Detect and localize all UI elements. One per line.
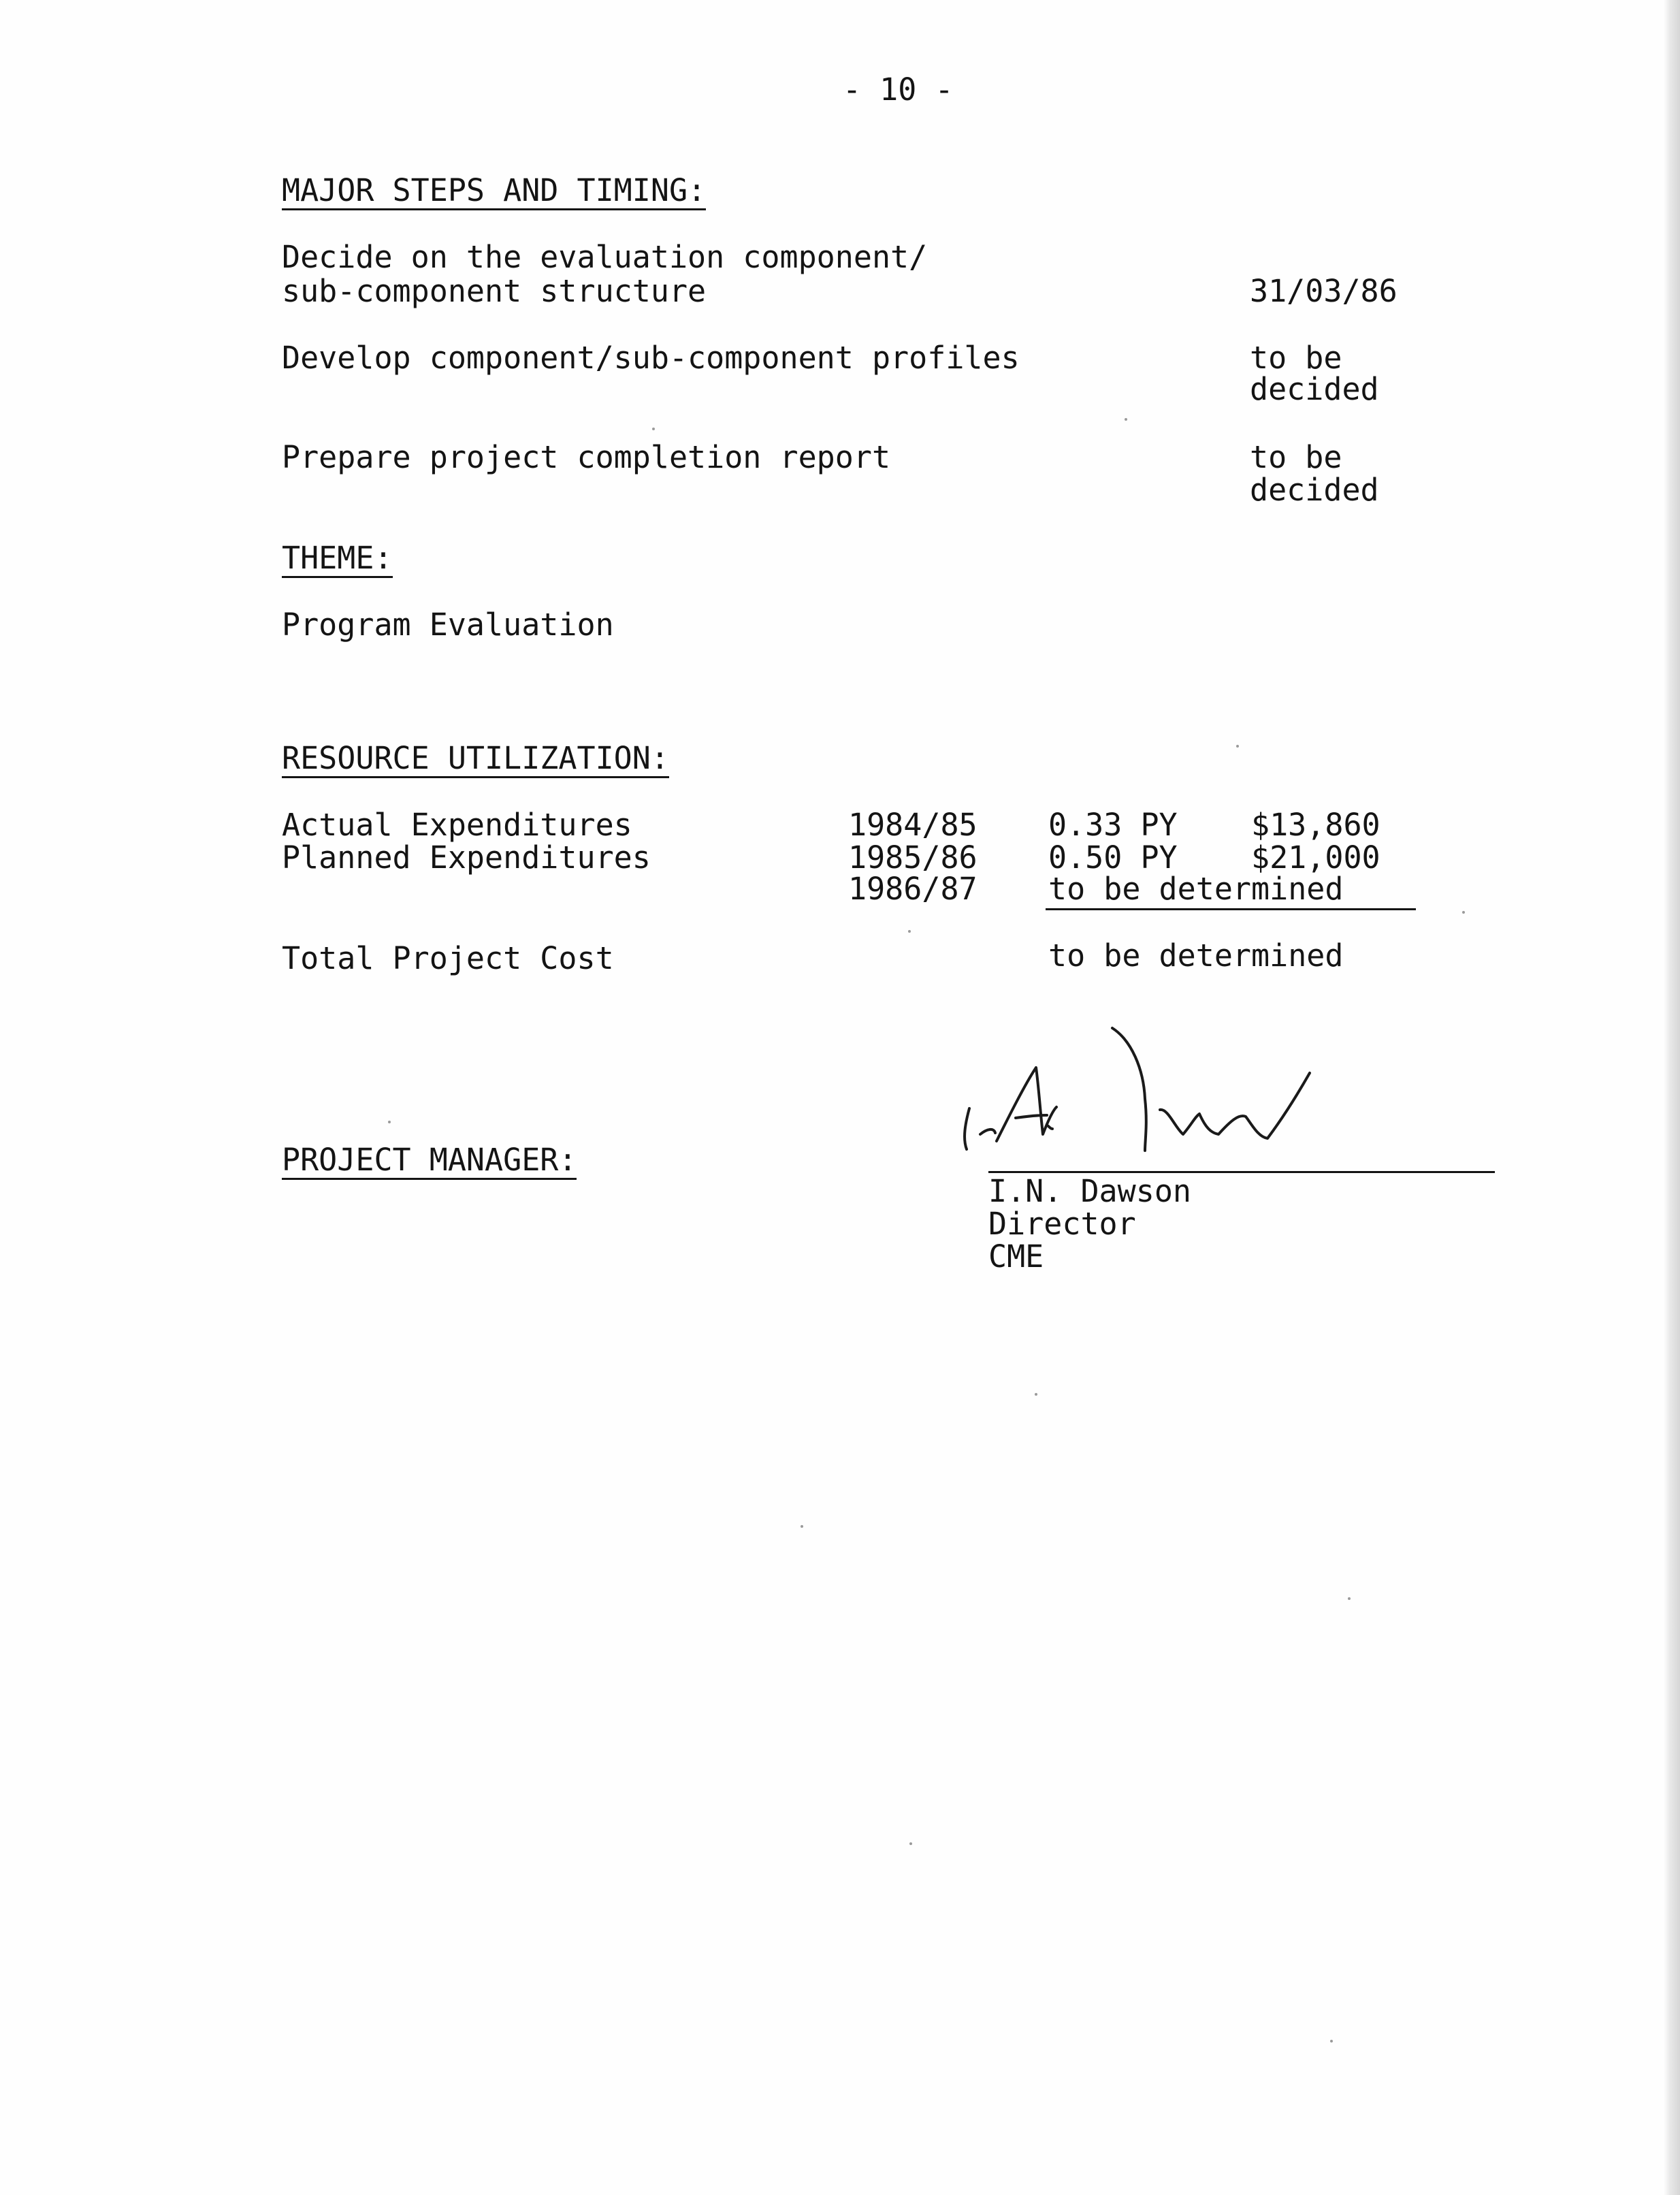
scan-speck bbox=[801, 1525, 803, 1528]
scan-speck bbox=[908, 930, 911, 933]
resource-row-1-amount: $13,860 bbox=[1251, 807, 1380, 843]
resource-row-1-year: 1984/85 bbox=[848, 807, 978, 843]
resource-row-2-year: 1985/86 bbox=[848, 839, 978, 876]
step-1-line-2: sub-component structure bbox=[282, 273, 707, 309]
total-cost-value: to be determined bbox=[1048, 938, 1344, 974]
resource-row-2-amount: $21,000 bbox=[1251, 839, 1380, 876]
scan-speck bbox=[652, 428, 655, 430]
scan-speck bbox=[1125, 418, 1127, 421]
scan-speck bbox=[388, 1121, 391, 1123]
scan-page-edge bbox=[1664, 0, 1680, 2195]
total-cost-label: Total Project Cost bbox=[282, 940, 614, 976]
step-1-timing: 31/03/86 bbox=[1250, 273, 1398, 309]
subtotal-rule bbox=[1046, 908, 1416, 910]
theme-heading: THEME: bbox=[282, 542, 393, 578]
step-1-line-1: Decide on the evaluation component/ bbox=[282, 239, 928, 275]
scan-speck bbox=[1035, 1393, 1037, 1396]
resource-row-2-label: Planned Expenditures bbox=[282, 839, 651, 876]
manager-unit: CME bbox=[988, 1238, 1044, 1275]
scan-speck bbox=[1348, 1597, 1351, 1600]
resource-row-1-py: 0.33 PY bbox=[1048, 807, 1178, 843]
step-3-timing-line-1: to be bbox=[1250, 439, 1342, 475]
resource-row-1-label: Actual Expenditures bbox=[282, 807, 632, 843]
resource-row-2-py: 0.50 PY bbox=[1048, 839, 1178, 876]
resource-heading: RESOURCE UTILIZATION: bbox=[282, 742, 669, 778]
resource-row-3-py: to be determined bbox=[1048, 871, 1344, 907]
scan-speck bbox=[1236, 745, 1239, 748]
step-2-timing-line-1: to be bbox=[1250, 340, 1342, 376]
scan-speck bbox=[909, 1842, 912, 1845]
scan-speck bbox=[1330, 2040, 1333, 2042]
handwritten-signature bbox=[953, 1008, 1375, 1171]
manager-title: Director bbox=[988, 1206, 1136, 1242]
step-2-line-1: Develop component/sub-component profiles bbox=[282, 340, 1020, 376]
major-steps-heading: MAJOR STEPS AND TIMING: bbox=[282, 174, 706, 210]
project-manager-heading: PROJECT MANAGER: bbox=[282, 1144, 577, 1180]
manager-name: I.N. Dawson bbox=[988, 1173, 1192, 1209]
step-3-line-1: Prepare project completion report bbox=[282, 439, 891, 475]
scan-speck bbox=[1462, 911, 1465, 914]
step-3-timing-line-2: decided bbox=[1250, 472, 1379, 508]
page-number: - 10 - bbox=[843, 71, 954, 108]
step-2-timing-line-2: decided bbox=[1250, 371, 1379, 407]
resource-row-3-year: 1986/87 bbox=[848, 871, 978, 907]
theme-value: Program Evaluation bbox=[282, 607, 614, 643]
